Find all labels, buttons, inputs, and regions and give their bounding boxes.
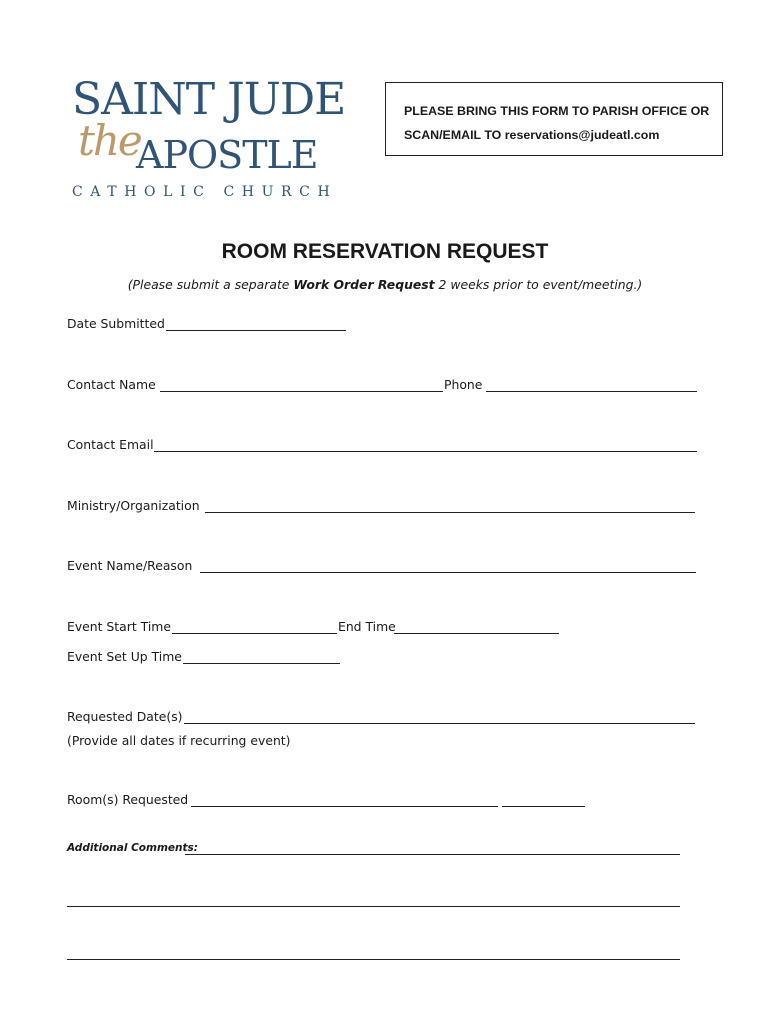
event-start-label: Event Start Time [67,619,171,634]
notice-line-2: SCAN/EMAIL TO reservations@judeatl.com [404,128,660,142]
end-time-field[interactable] [394,633,559,634]
event-name-field[interactable] [200,572,696,573]
contact-email-field[interactable] [154,451,697,452]
date-submitted-field[interactable] [166,330,346,331]
logo-apostle: APOSTLE [136,133,318,177]
recurring-note: (Provide all dates if recurring event) [67,733,291,748]
ministry-field[interactable] [205,512,695,513]
requested-dates-label: Requested Date(s) [67,709,183,724]
comments-line-2[interactable] [67,906,680,907]
phone-label: Phone [444,377,483,392]
setup-time-field[interactable] [183,663,340,664]
requested-dates-field[interactable] [184,723,695,724]
phone-field[interactable] [486,391,697,392]
event-name-label: Event Name/Reason [67,558,193,573]
ministry-label: Ministry/Organization [67,498,200,513]
rooms-field-extra[interactable] [502,806,585,807]
setup-time-label: Event Set Up Time [67,649,182,664]
page-title: ROOM RESERVATION REQUEST [221,240,549,263]
page-subtitle [0,277,770,292]
notice-line-1: PLEASE BRING THIS FORM TO PARISH OFFICE OR [404,104,710,118]
logo-subtitle: CATHOLIC CHURCH [72,184,338,200]
subtitle-suffix: 2 weeks prior to event/meeting.) [434,277,643,292]
date-submitted-label: Date Submitted [67,316,165,331]
comments-line-1[interactable] [185,854,680,855]
rooms-label: Room(s) Requested [67,792,189,807]
contact-name-field[interactable] [160,391,443,392]
contact-email-label: Contact Email [67,437,154,452]
rooms-field[interactable] [191,806,498,807]
contact-name-label: Contact Name [67,377,156,392]
end-time-label: End Time [338,619,396,634]
subtitle-prefix: (Please submit a separate [127,277,294,292]
subtitle-bold: Work Order Request [293,277,435,292]
logo-the: the [78,116,141,165]
comments-line-3[interactable] [67,959,680,960]
event-start-field[interactable] [172,633,337,634]
logo-church-name: SAINT JUDE [72,74,346,125]
notice-box [385,82,723,156]
additional-comments-label: Additional Comments: [67,842,198,854]
